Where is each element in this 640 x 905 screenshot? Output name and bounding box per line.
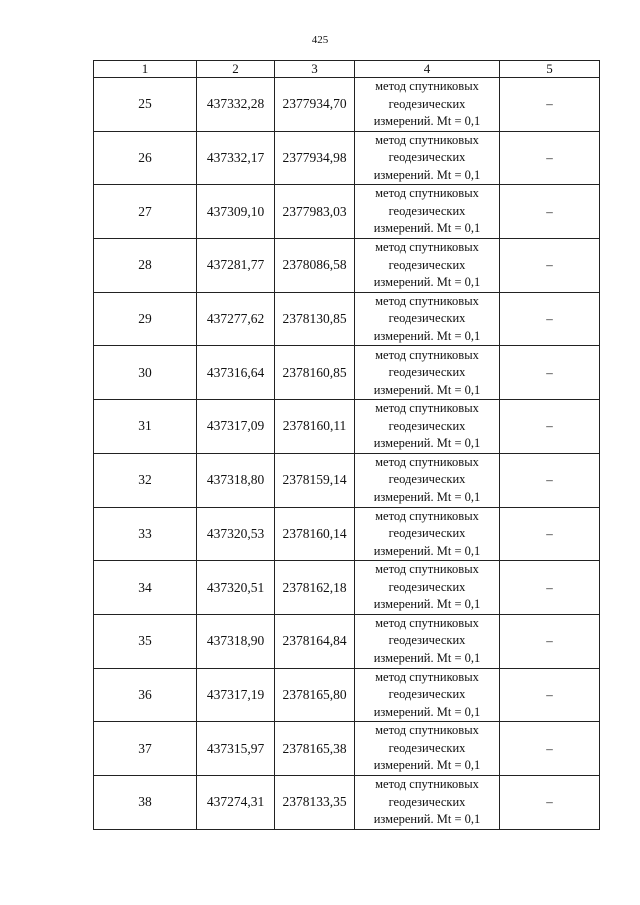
note-cell: – [500, 131, 600, 185]
header-col-1: 1 [94, 61, 197, 78]
page-number: 425 [311, 34, 329, 46]
note-cell: – [500, 561, 600, 615]
point-number: 38 [94, 775, 197, 829]
coordinate-y: 2378162,18 [275, 561, 355, 615]
method-line-2: геодезических [388, 96, 466, 111]
method-cell [355, 131, 500, 185]
coordinate-x: 437318,80 [197, 453, 275, 507]
point-number: 37 [94, 722, 197, 776]
method-line-1: метод спутниковых [375, 669, 479, 684]
coordinate-x: 437317,09 [197, 400, 275, 454]
coordinate-x: 437317,19 [197, 668, 275, 722]
point-number: 30 [94, 346, 197, 400]
coordinate-x: 437332,28 [197, 78, 275, 132]
table-row [94, 78, 600, 132]
table-row [94, 722, 600, 776]
method-line-2: геодезических [388, 150, 466, 165]
point-number: 28 [94, 239, 197, 293]
table-row [94, 453, 600, 507]
method-cell [355, 453, 500, 507]
method-line-3: измерений. Mt = 0,1 [373, 167, 481, 182]
method-line-3: измерений. Mt = 0,1 [373, 275, 481, 290]
method-cell [355, 239, 500, 293]
header-col-5: 5 [500, 61, 600, 78]
table-header [94, 61, 600, 78]
method-line-3: измерений. Mt = 0,1 [373, 812, 481, 827]
coordinate-y: 2378133,35 [275, 775, 355, 829]
note-cell: – [500, 346, 600, 400]
note-cell: – [500, 722, 600, 776]
header-row [94, 61, 600, 78]
method-line-3: измерений. Mt = 0,1 [373, 543, 481, 558]
coordinate-x: 437309,10 [197, 185, 275, 239]
point-number: 25 [94, 78, 197, 132]
coordinate-y: 2378165,80 [275, 668, 355, 722]
table-row [94, 561, 600, 615]
table-row [94, 775, 600, 829]
coordinate-x: 437318,90 [197, 614, 275, 668]
method-line-3: измерений. Mt = 0,1 [373, 597, 481, 612]
point-number: 34 [94, 561, 197, 615]
method-line-1: метод спутниковых [375, 777, 479, 792]
coordinate-x: 437277,62 [197, 292, 275, 346]
coordinate-y: 2378086,58 [275, 239, 355, 293]
method-line-2: геодезических [388, 633, 466, 648]
note-cell: – [500, 292, 600, 346]
table-body [94, 78, 600, 830]
header-col-2: 2 [197, 61, 275, 78]
method-line-2: геодезических [388, 418, 466, 433]
method-line-1: метод спутниковых [375, 186, 479, 201]
method-cell [355, 292, 500, 346]
coordinate-x: 437281,77 [197, 239, 275, 293]
coordinate-x: 437320,53 [197, 507, 275, 561]
coordinate-x: 437315,97 [197, 722, 275, 776]
method-line-3: измерений. Mt = 0,1 [373, 650, 481, 665]
table-row [94, 239, 600, 293]
method-line-2: геодезических [388, 794, 466, 809]
method-cell [355, 507, 500, 561]
note-cell: – [500, 453, 600, 507]
coordinate-y: 2378160,11 [275, 400, 355, 454]
table-row [94, 292, 600, 346]
method-cell [355, 614, 500, 668]
method-line-2: геодезических [388, 579, 466, 594]
method-line-3: измерений. Mt = 0,1 [373, 704, 481, 719]
header-col-3: 3 [275, 61, 355, 78]
method-line-3: измерений. Mt = 0,1 [373, 382, 481, 397]
coordinate-y: 2378160,14 [275, 507, 355, 561]
method-cell [355, 561, 500, 615]
method-line-2: геодезических [388, 311, 466, 326]
point-number: 26 [94, 131, 197, 185]
method-line-1: метод спутниковых [375, 401, 479, 416]
point-number: 36 [94, 668, 197, 722]
table-row [94, 668, 600, 722]
table-row [94, 614, 600, 668]
coordinates-table [93, 60, 600, 830]
coordinate-y: 2378130,85 [275, 292, 355, 346]
coordinate-y: 2378165,38 [275, 722, 355, 776]
method-line-1: метод спутниковых [375, 293, 479, 308]
method-line-1: метод спутниковых [375, 508, 479, 523]
table-row [94, 400, 600, 454]
method-line-1: метод спутниковых [375, 79, 479, 94]
table-row [94, 346, 600, 400]
coordinate-y: 2377934,98 [275, 131, 355, 185]
coordinate-x: 437332,17 [197, 131, 275, 185]
method-line-3: измерений. Mt = 0,1 [373, 489, 481, 504]
method-line-2: геодезических [388, 365, 466, 380]
table-row [94, 185, 600, 239]
note-cell: – [500, 775, 600, 829]
method-line-1: метод спутниковых [375, 723, 479, 738]
coordinate-y: 2378159,14 [275, 453, 355, 507]
method-line-1: метод спутниковых [375, 240, 479, 255]
method-line-2: геодезических [388, 687, 466, 702]
point-number: 31 [94, 400, 197, 454]
coordinate-x: 437320,51 [197, 561, 275, 615]
method-cell [355, 668, 500, 722]
method-cell [355, 78, 500, 132]
note-cell: – [500, 185, 600, 239]
note-cell: – [500, 239, 600, 293]
method-line-1: метод спутниковых [375, 347, 479, 362]
method-cell [355, 346, 500, 400]
note-cell: – [500, 78, 600, 132]
method-line-1: метод спутниковых [375, 132, 479, 147]
point-number: 32 [94, 453, 197, 507]
method-line-2: геодезических [388, 257, 466, 272]
coordinate-x: 437316,64 [197, 346, 275, 400]
point-number: 35 [94, 614, 197, 668]
note-cell: – [500, 668, 600, 722]
point-number: 33 [94, 507, 197, 561]
method-cell [355, 185, 500, 239]
coordinate-y: 2378164,84 [275, 614, 355, 668]
point-number: 27 [94, 185, 197, 239]
method-line-2: геодезических [388, 203, 466, 218]
method-cell [355, 775, 500, 829]
method-line-2: геодезических [388, 740, 466, 755]
coordinate-x: 437274,31 [197, 775, 275, 829]
method-line-1: метод спутниковых [375, 562, 479, 577]
method-line-3: измерений. Mt = 0,1 [373, 328, 481, 343]
method-line-3: измерений. Mt = 0,1 [373, 758, 481, 773]
table-row [94, 507, 600, 561]
note-cell: – [500, 614, 600, 668]
method-line-3: измерений. Mt = 0,1 [373, 114, 481, 129]
method-cell [355, 400, 500, 454]
method-line-2: геодезических [388, 526, 466, 541]
table-row [94, 131, 600, 185]
note-cell: – [500, 507, 600, 561]
note-cell: – [500, 400, 600, 454]
coordinate-y: 2377934,70 [275, 78, 355, 132]
method-line-1: метод спутниковых [375, 454, 479, 469]
method-line-2: геодезических [388, 472, 466, 487]
method-line-1: метод спутниковых [375, 615, 479, 630]
method-line-3: измерений. Mt = 0,1 [373, 221, 481, 236]
method-cell [355, 722, 500, 776]
coordinate-y: 2377983,03 [275, 185, 355, 239]
method-line-3: измерений. Mt = 0,1 [373, 436, 481, 451]
header-col-4: 4 [355, 61, 500, 78]
point-number: 29 [94, 292, 197, 346]
coordinate-y: 2378160,85 [275, 346, 355, 400]
